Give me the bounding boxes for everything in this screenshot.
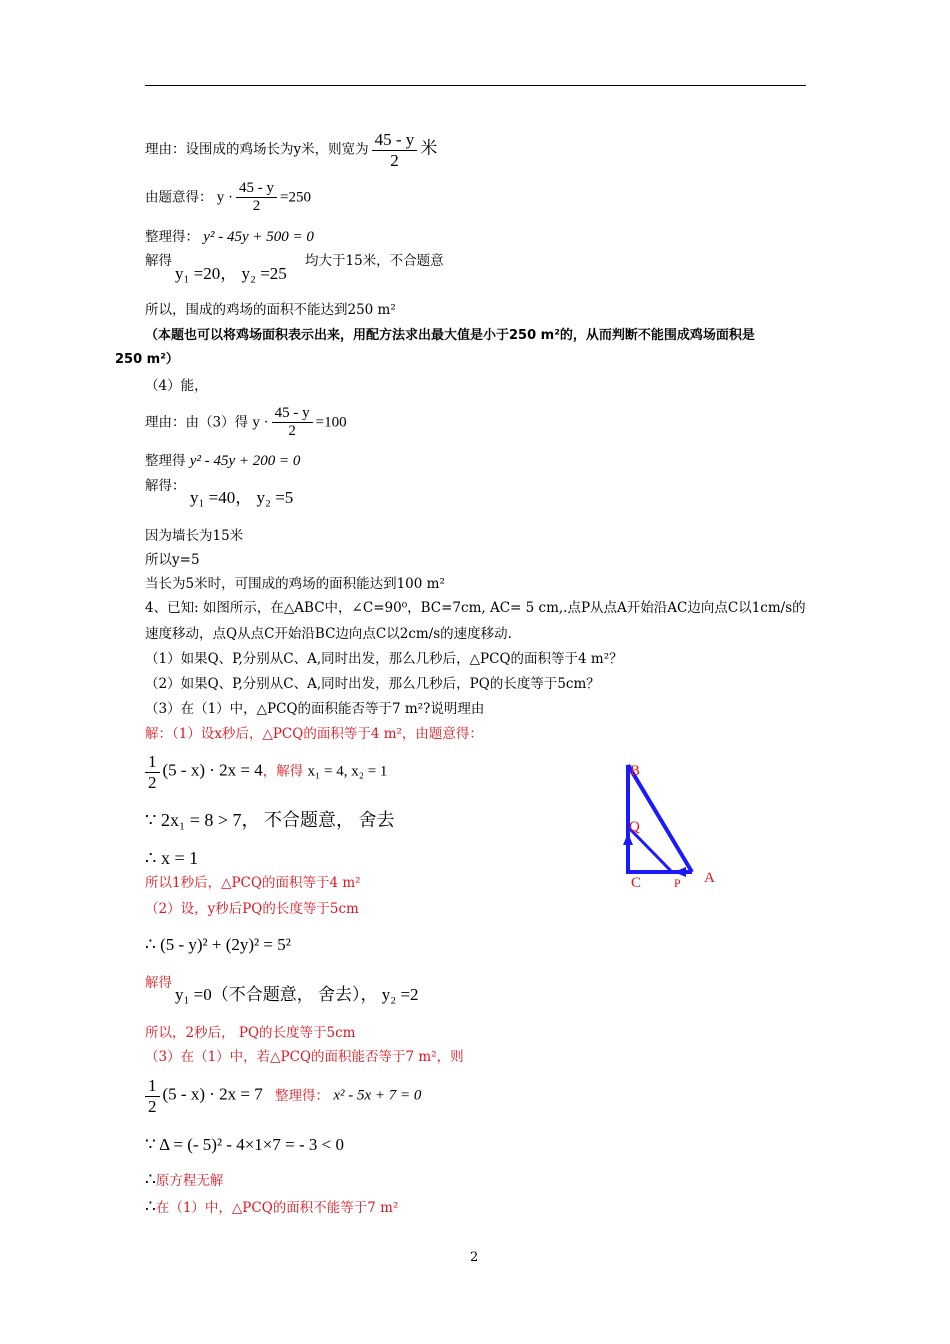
- math: (5 - x) · 2x = 7: [162, 1084, 263, 1104]
- solution-1-equation: [145, 752, 387, 792]
- solution-3-equation: [145, 1076, 421, 1116]
- solution-2-solution: [175, 985, 419, 1005]
- reason-line-1: [145, 130, 437, 170]
- line-9: [145, 452, 300, 470]
- math: y₁ =40， y₂ =5: [190, 488, 294, 507]
- problem-4-line-a: [145, 600, 806, 616]
- math: x² - 5x + 7 = 0: [333, 1087, 422, 1104]
- line-5: [145, 302, 396, 318]
- note-line-a: [145, 328, 755, 344]
- line-10: [145, 478, 186, 494]
- line-4-solution: [175, 264, 287, 284]
- text: 由题意得：: [145, 189, 213, 206]
- text: （3）在（1）中，若△PCQ的面积能否等于7 m²，则: [145, 1049, 464, 1065]
- text: 整理得：: [275, 1087, 330, 1104]
- text: 所以，围成的鸡场的面积不能达到250 m²: [145, 302, 396, 318]
- triangle-figure: [600, 755, 730, 900]
- text: （2）如果Q、P,分别从C、A,同时出发，那么几秒后，PQ的长度等于5cm？: [145, 676, 600, 692]
- math: =100: [315, 414, 347, 431]
- text: 因为墙长为15米: [145, 528, 244, 544]
- text: （3）在（1）中，△PCQ的面积能否等于7 m²?说明理由: [145, 701, 485, 717]
- math: =250: [280, 189, 312, 206]
- solution-1-conclusion: [145, 875, 361, 891]
- text: （本题也可以将鸡场面积表示出来，用配方法求出最大值是小于250 m²的，从而判断不能围成鸡场面积是: [145, 328, 755, 343]
- numerator: 45 - y: [272, 405, 313, 423]
- solution-2-equation: [145, 935, 291, 955]
- line-12: [145, 552, 200, 568]
- text: 所以1秒后，△PCQ的面积等于4 m²: [145, 875, 361, 891]
- solution-1-intro: [145, 726, 483, 742]
- text: 解得: [145, 975, 172, 991]
- header-rule: [145, 85, 806, 86]
- solution-2-label: [145, 975, 172, 991]
- therefore-symbol: ∴: [145, 1170, 156, 1189]
- line-4-note: [305, 253, 444, 269]
- solution-3-discriminant: [145, 1135, 344, 1155]
- text: 整理得: [145, 453, 186, 469]
- denominator: 2: [148, 772, 157, 792]
- math: x₁ = 4, x₂ = 1: [307, 763, 388, 780]
- math: (5 - x) · 2x = 4: [162, 760, 263, 780]
- equation-line-2: [145, 180, 311, 216]
- denominator: 2: [148, 1096, 157, 1116]
- text: （1）如果Q、P,分别从C、A,同时出发，那么几秒后，△PCQ的面积等于4 m²？: [145, 651, 623, 667]
- fraction: [236, 180, 277, 216]
- question-2: [145, 676, 600, 692]
- text: ，解得: [262, 763, 304, 780]
- note-line-b: [115, 352, 179, 368]
- solution-2-intro: [145, 901, 359, 917]
- math: ∴ (5 - y)² + (2y)² = 5²: [145, 935, 291, 954]
- math: ∵ 2x₁ = 8 > 7， 不合题意， 舍去: [145, 810, 395, 830]
- numerator: 45 - y: [236, 180, 277, 198]
- unit: 米: [420, 138, 438, 159]
- text: 整理得：: [145, 229, 199, 245]
- text: 所以，2秒后， PQ的长度等于5cm: [145, 1025, 356, 1041]
- solution-1-therefore: [145, 848, 198, 870]
- numerator: 1: [145, 752, 160, 773]
- solution-2-conclusion: [145, 1025, 355, 1041]
- denominator: 2: [288, 423, 296, 440]
- line-11: [145, 528, 243, 544]
- math: ∵ Δ = (- 5)² - 4×1×7 = - 3 < 0: [145, 1135, 344, 1154]
- text: 理由：设围成的鸡场长为y米，则宽为: [145, 141, 369, 158]
- question-3: [145, 701, 484, 717]
- text: （2）设，y秒后PQ的长度等于5cm: [145, 901, 359, 917]
- label-b: B: [630, 763, 641, 779]
- page-number: 2: [470, 1250, 479, 1265]
- line-7: [145, 378, 208, 394]
- text: 理由：由（3）得: [145, 414, 249, 431]
- math: y² - 45y + 500 = 0: [203, 229, 314, 245]
- label-q: Q: [629, 819, 640, 835]
- line-4: [145, 253, 172, 269]
- text: 4、已知: 如图所示，在△ABC中，∠C=90⁰，BC=7cm, AC= 5 cm,.点P从点A开始沿AC边向点C以1cm/s的: [145, 600, 806, 616]
- text: 速度移动，点Q从点C开始沿BC边向点C以2cm/s的速度移动.: [145, 626, 512, 642]
- solution-1-because: [145, 810, 395, 832]
- fraction: [272, 405, 313, 441]
- line-3: [145, 228, 314, 246]
- math: y² - 45y + 200 = 0: [189, 453, 301, 469]
- label-c: C: [631, 875, 642, 891]
- question-1: [145, 651, 623, 667]
- problem-4-line-b: [145, 626, 512, 642]
- math: y₁ =0（不合题意， 舍去）， y₂ =2: [175, 985, 419, 1004]
- text: 当长为5米时，可围成的鸡场的面积能达到100 m²: [145, 576, 445, 592]
- fraction: [372, 130, 418, 170]
- label-a: A: [704, 870, 715, 886]
- math: y ·: [252, 414, 269, 431]
- text: （4）能，: [145, 378, 208, 394]
- text: 解得：: [145, 478, 186, 494]
- denominator: 2: [252, 198, 261, 215]
- text: 均大于15米，不合题意: [305, 253, 444, 269]
- text: 在（1）中，△PCQ的面积不能等于7 m²: [155, 1200, 399, 1216]
- numerator: 1: [145, 1076, 160, 1097]
- fraction: [145, 752, 160, 792]
- line-13: [145, 576, 445, 592]
- text: 所以y=5: [145, 552, 200, 568]
- solution-3-no-solution: [145, 1170, 223, 1190]
- math: y₁ =20， y₂ =25: [175, 264, 287, 283]
- text: 解：（1）设x秒后，△PCQ的面积等于4 m²，由题意得：: [145, 726, 483, 742]
- fraction: [145, 1076, 160, 1116]
- text: 250 m²）: [115, 352, 179, 367]
- solution-3-conclusion: [145, 1197, 398, 1217]
- label-p: P: [674, 876, 681, 890]
- therefore-symbol: ∴: [145, 1197, 156, 1216]
- denominator: 2: [390, 150, 399, 170]
- line-8: [145, 405, 347, 441]
- math: ∴ x = 1: [145, 848, 199, 868]
- solution-3-intro: [145, 1049, 464, 1065]
- text: 原方程无解: [155, 1173, 224, 1189]
- text: 解得: [145, 253, 172, 269]
- line-10-solution: [190, 488, 293, 508]
- math: y ·: [216, 189, 234, 206]
- numerator: 45 - y: [372, 130, 418, 151]
